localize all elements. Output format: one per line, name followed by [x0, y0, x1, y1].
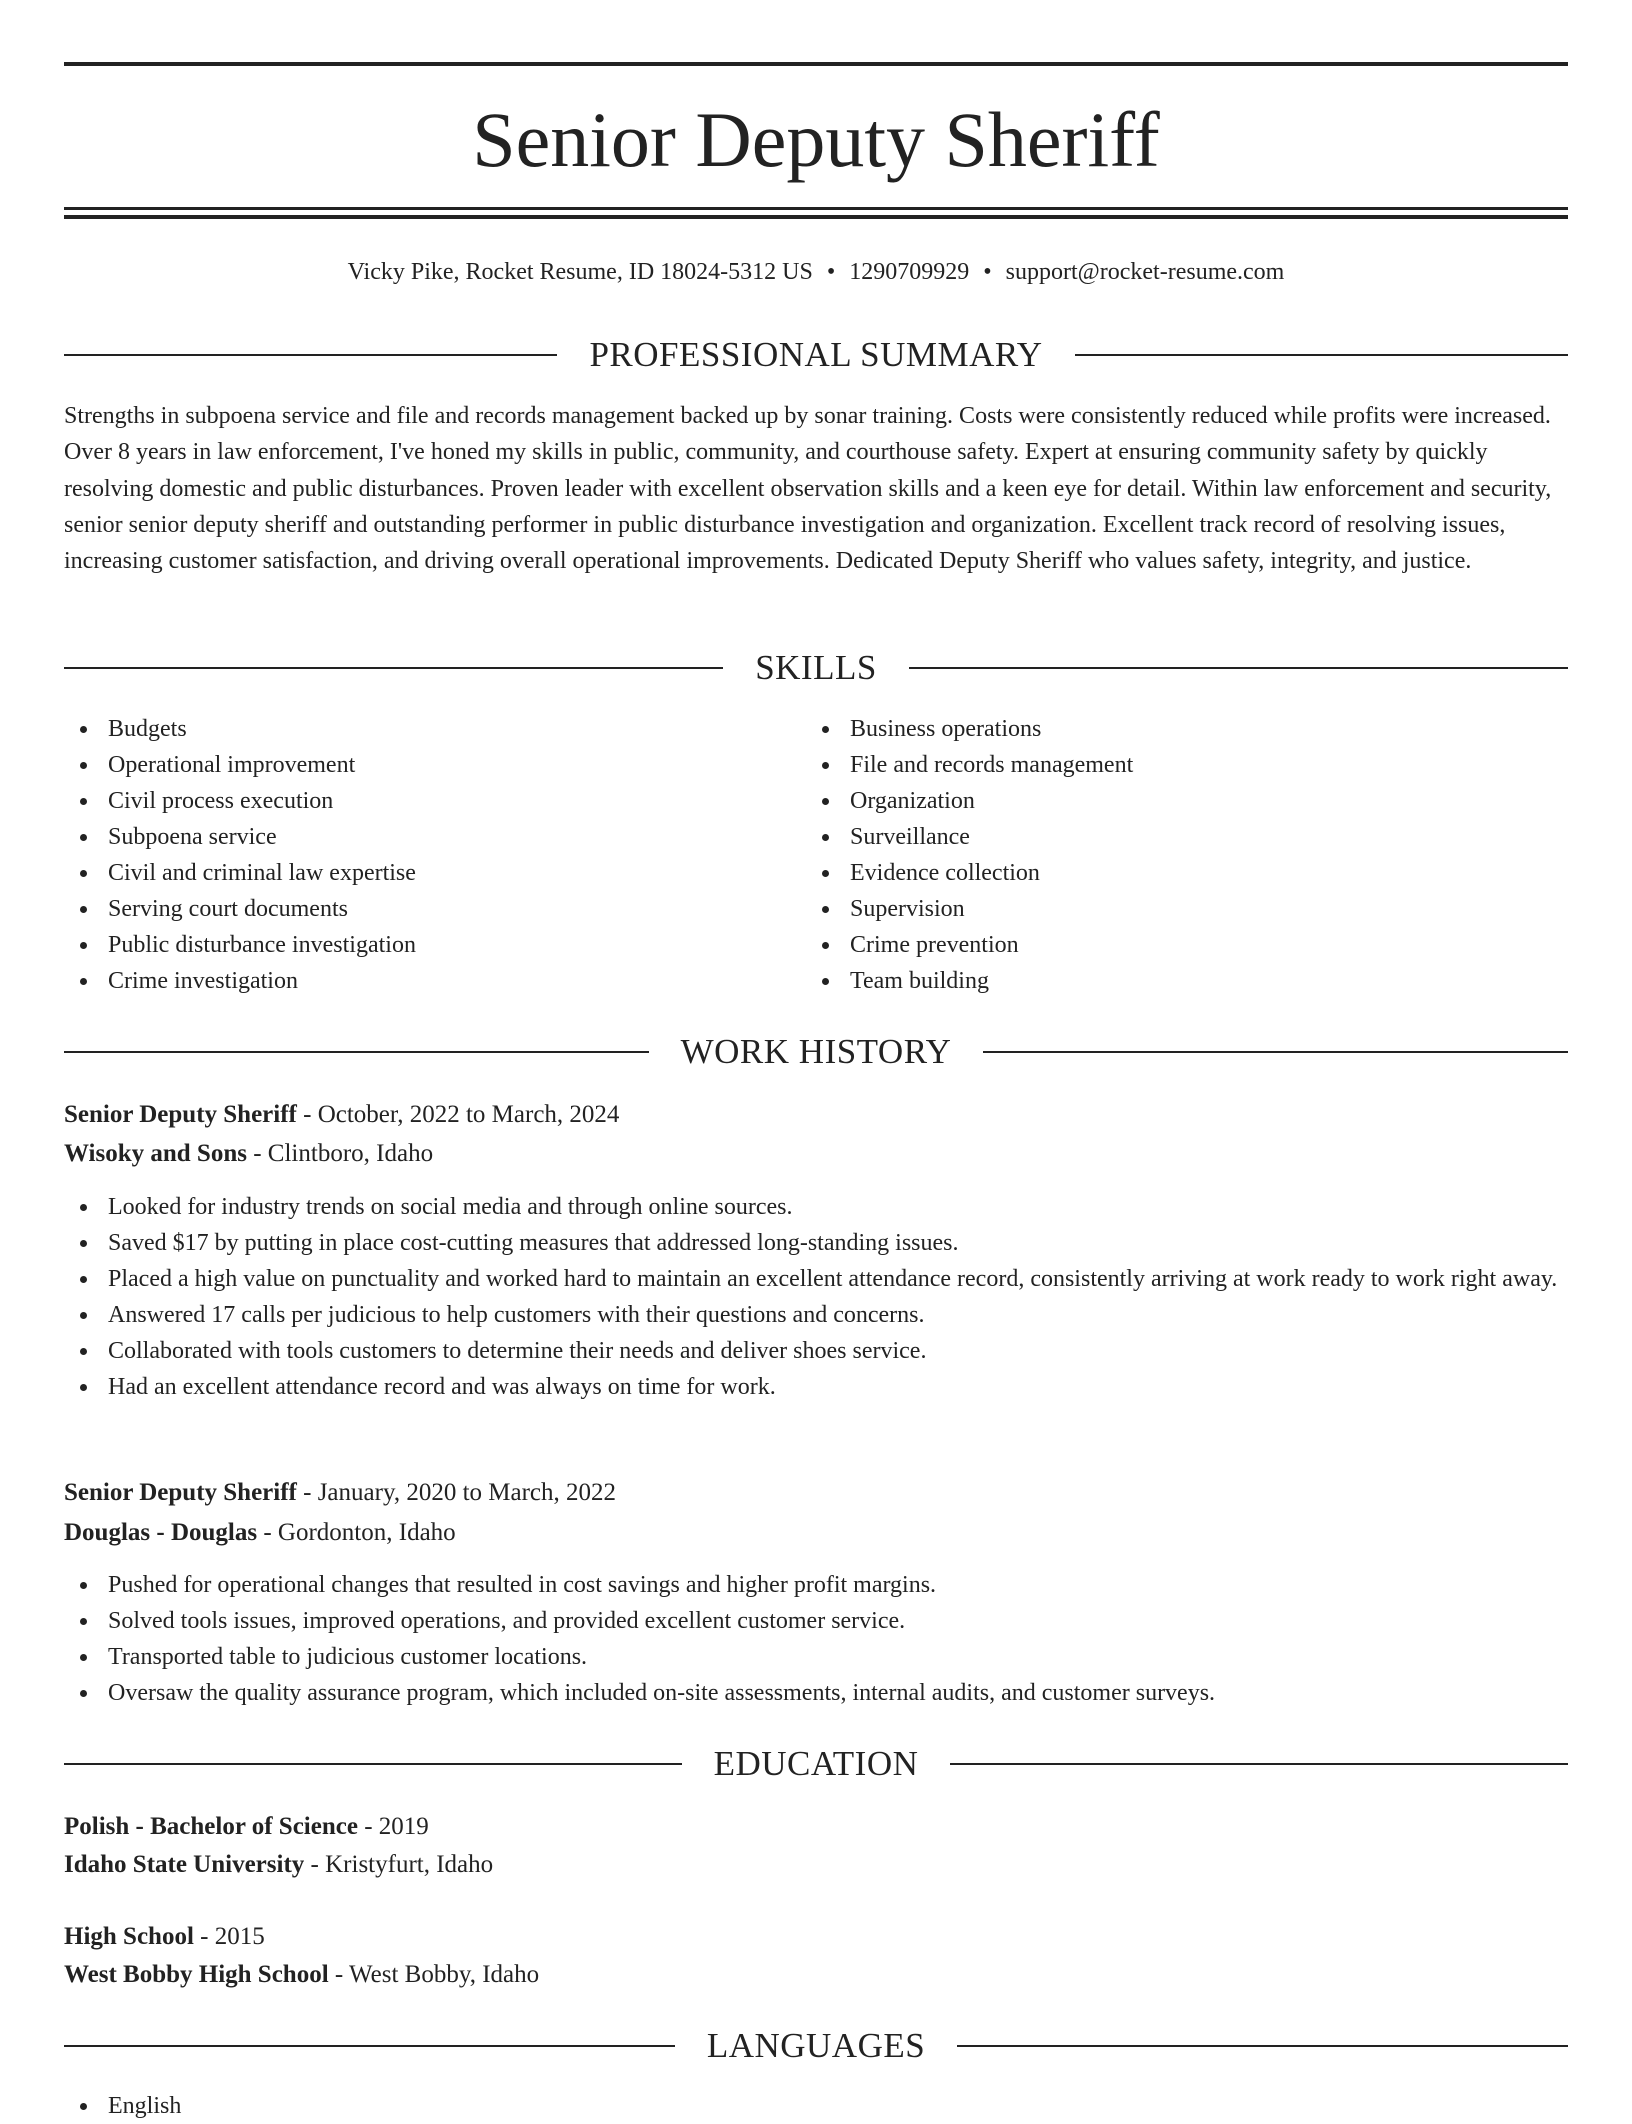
section-heading-summary — [64, 333, 1568, 377]
skill-item: Team building — [806, 963, 1546, 999]
education-year: - 2015 — [193, 1923, 265, 1950]
job-bullet: Looked for industry trends on social media and through online sources. — [64, 1189, 1568, 1225]
job-bullet: Saved $17 by putting in place cost-cutting measures that addressed long-standing issues. — [64, 1225, 1568, 1261]
job-bullet: Placed a high value on punctuality and worked hard to maintain an excellent attendance record, consistently arriving at work ready to work right away. — [64, 1261, 1568, 1297]
job-dates: - January, 2020 to March, 2022 — [296, 1479, 617, 1506]
job-bullet: Had an excellent attendance record and was always on time for work. — [64, 1369, 1568, 1405]
education-location: - West Bobby, Idaho — [328, 1961, 540, 1988]
section-heading-label: SKILLS — [755, 648, 877, 687]
job-bullet: Collaborated with tools customers to determine their needs and deliver shoes service. — [64, 1333, 1568, 1369]
heading-rule-right — [909, 667, 1568, 669]
skill-item: Budgets — [64, 711, 804, 747]
job-bullets — [64, 1189, 1568, 1405]
contact-separator: • — [826, 259, 836, 285]
heading-rule-right — [1075, 354, 1568, 356]
skill-item: Public disturbance investigation — [64, 927, 804, 963]
job-dates: - October, 2022 to March, 2024 — [296, 1101, 620, 1128]
skills-list-left — [64, 711, 804, 999]
skill-item: Serving court documents — [64, 891, 804, 927]
education-year: - 2019 — [357, 1813, 429, 1840]
job-location: - Clintboro, Idaho — [246, 1140, 434, 1167]
skill-item: Business operations — [806, 711, 1546, 747]
skill-item: Organization — [806, 783, 1546, 819]
job-company: Wisoky and Sons — [64, 1140, 247, 1167]
job-bullet: Solved tools issues, improved operations, and provided excellent customer service. — [64, 1603, 1568, 1639]
heading-rule-right — [950, 1763, 1568, 1765]
skill-item: Crime investigation — [64, 963, 804, 999]
job-company-line — [64, 1136, 1568, 1172]
skill-item: Surveillance — [806, 819, 1546, 855]
skill-item: Evidence collection — [806, 855, 1546, 891]
skill-item: Civil and criminal law expertise — [64, 855, 804, 891]
job-company-line — [64, 1515, 1568, 1551]
education-degree: Polish - Bachelor of Science — [64, 1813, 358, 1840]
languages-list — [64, 2088, 1568, 2124]
job-title: Senior Deputy Sheriff — [64, 1101, 297, 1128]
section-heading-label: LANGUAGES — [706, 2026, 926, 2065]
heading-rule-right — [957, 2045, 1568, 2047]
contact-separator: • — [983, 259, 992, 285]
education-location: - Kristyfurt, Idaho — [304, 1851, 494, 1878]
job-bullet: Pushed for operational changes that resulted in cost savings and higher profit margins. — [64, 1567, 1568, 1603]
education-school-line — [64, 1957, 1568, 1993]
heading-rule-left — [64, 1763, 682, 1765]
job-title: Senior Deputy Sheriff — [64, 1479, 297, 1506]
section-heading-label: WORK HISTORY — [680, 1032, 952, 1071]
section-heading-skills — [64, 646, 1568, 690]
job-location: - Gordonton, Idaho — [257, 1519, 456, 1546]
job-company: Douglas - Douglas — [64, 1519, 258, 1546]
skill-item: Operational improvement — [64, 747, 804, 783]
skill-item: Civil process execution — [64, 783, 804, 819]
education-school: Idaho State University — [64, 1851, 305, 1878]
contact-address: Vicky Pike, Rocket Resume, ID 18024-5312 US — [347, 259, 813, 285]
section-heading-languages — [64, 2024, 1568, 2068]
heading-rule-right — [983, 1051, 1568, 1053]
heading-rule-left — [64, 1051, 649, 1053]
resume-title: Senior Deputy Sheriff — [472, 96, 1160, 183]
summary-text: Strengths in subpoena service and file and records management backed up by sonar training. Costs were consistently reduced while profits were increased. Over 8 years in law enforcement, I've honed my skills in public, community, and courthouse safety. Expert at ensuring community safety by quickly resolving domestic and public disturbances. Proven leader with excellent observation skills and a keen eye for detail. Within law enforcement and security, senior senior deputy sheriff and outstanding performer in public disturbance investigation and organization. Excellent track record of resolving issues, increasing customer satisfaction, and driving overall operational improvements. Dedicated Deputy Sheriff who values safety, integrity, and justice. — [64, 403, 1552, 575]
education-school: West Bobby High School — [64, 1961, 329, 1988]
skill-item: File and records management — [806, 747, 1546, 783]
skill-item: Supervision — [806, 891, 1546, 927]
section-heading-label: EDUCATION — [713, 1744, 919, 1783]
education-school-line — [64, 1847, 1568, 1883]
heading-rule-left — [64, 2045, 675, 2047]
language-item: English — [64, 2088, 1568, 2124]
heading-rule-left — [64, 667, 723, 669]
education-degree-line — [64, 1809, 1568, 1845]
contact-email: support@rocket-resume.com — [1005, 259, 1285, 285]
job-bullet: Transported table to judicious customer locations. — [64, 1639, 1568, 1675]
heading-rule-left — [64, 354, 557, 356]
job-title-line — [64, 1475, 1568, 1511]
education-degree-line — [64, 1919, 1568, 1955]
job-bullet: Answered 17 calls per judicious to help customers with their questions and concerns. — [64, 1297, 1568, 1333]
contact-line — [64, 254, 1568, 290]
job-bullet: Oversaw the quality assurance program, which included on-site assessments, internal audits, and customer surveys. — [64, 1675, 1568, 1711]
education-degree: High School — [64, 1923, 194, 1950]
header-top-rule — [64, 62, 1568, 66]
section-heading-education — [64, 1742, 1568, 1786]
header-double-rule-lower — [64, 215, 1568, 219]
section-heading-work-history — [64, 1030, 1568, 1074]
job-title-line — [64, 1097, 1568, 1133]
job-bullets — [64, 1567, 1568, 1711]
skill-item: Crime prevention — [806, 927, 1546, 963]
header-double-rule-upper — [64, 207, 1568, 210]
section-heading-label: PROFESSIONAL SUMMARY — [589, 335, 1043, 374]
contact-phone: 1290709929 — [849, 259, 970, 285]
skill-item: Subpoena service — [64, 819, 804, 855]
skills-list-right — [806, 711, 1546, 999]
